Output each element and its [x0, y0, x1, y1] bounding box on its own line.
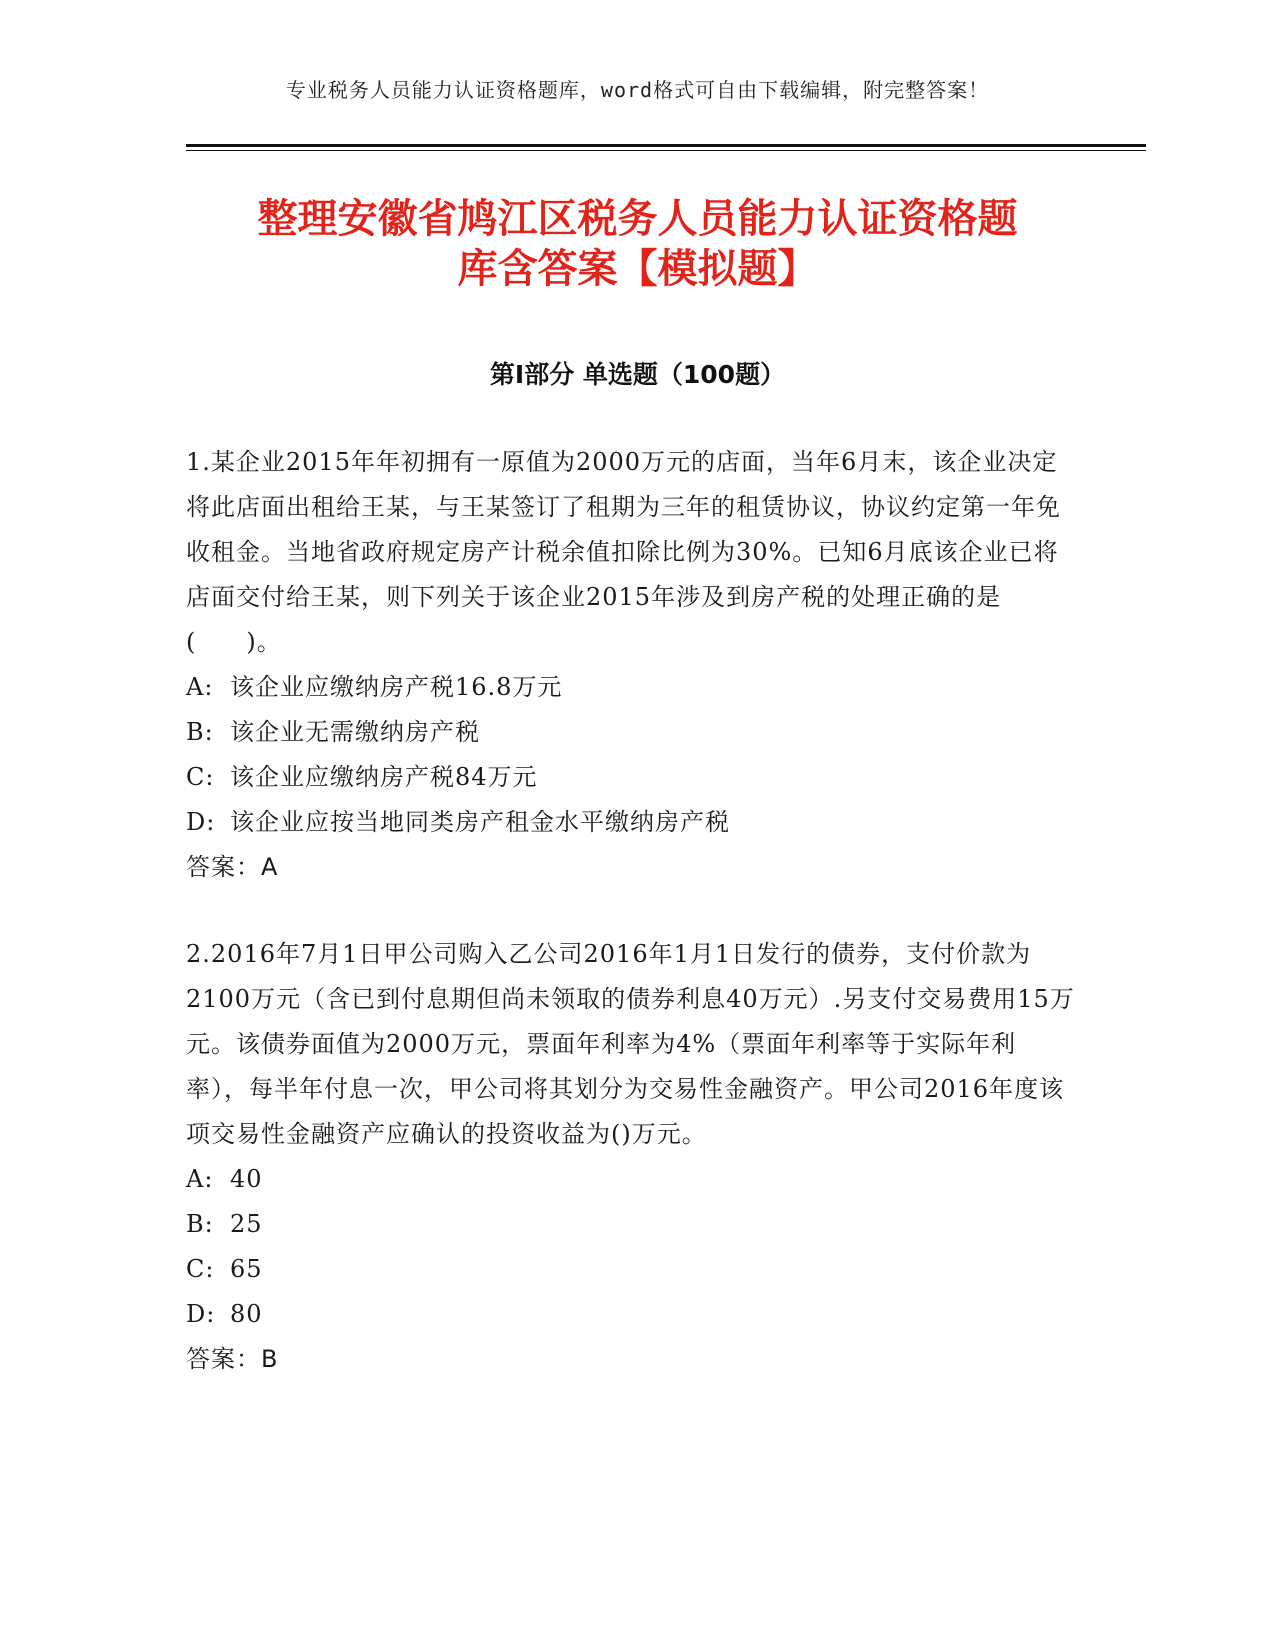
option-b: [186, 710, 1076, 755]
option-list: [186, 665, 1076, 845]
option-d: [186, 1292, 1076, 1337]
option-text: 该企业应按当地同类房产租金水平缴纳房产税: [230, 808, 730, 836]
option-a: [186, 1157, 1076, 1202]
header-note: 专业税务人员能力认证资格题库，word格式可自由下载编辑，附完整答案！: [285, 78, 990, 102]
option-text: 65: [230, 1255, 263, 1283]
option-letter: A:: [186, 673, 214, 701]
option-d: [186, 800, 1076, 845]
question-stem: 1.某企业2015年年初拥有一原值为2000万元的店面，当年6月末，该企业决定将此店面出租给王某，与王某签订了租期为三年的租赁协议，协议约定第一年免收租金。当地省政府规定房产计税余值扣除比例为30%。已知6月底该企业已将店面交付给王某，则下列关于该企业2015年涉及到房产税的处理正确的是( )。: [186, 448, 1061, 656]
option-letter: B:: [186, 718, 214, 746]
option-text: 80: [230, 1300, 263, 1328]
document-title-line1: 整理安徽省鸠江区税务人员能力认证资格题: [257, 196, 1018, 242]
option-letter: D:: [186, 808, 216, 836]
header-rule-thin: [186, 150, 1146, 151]
question-1: [186, 440, 1076, 890]
question-2: [186, 932, 1076, 1382]
document-title-line2: 库含答案【模拟题】: [457, 246, 818, 292]
option-letter: C:: [186, 1255, 215, 1283]
section-heading: 第Ⅰ部分 单选题（100题）: [489, 360, 786, 389]
option-text: 该企业应缴纳房产税16.8万元: [230, 673, 563, 701]
option-c: [186, 755, 1076, 800]
option-text: 40: [230, 1165, 263, 1193]
option-b: [186, 1202, 1076, 1247]
question-stem: 2.2016年7月1日甲公司购入乙公司2016年1月1日发行的债券，支付价款为2100万元（含已到付息期但尚未领取的债券利息40万元）.另支付交易费用15万元。该债券面值为2000万元，票面年利率为4%（票面年利率等于实际年利率），每半年付息一次，甲公司将其划分为交易性金融资产。甲公司2016年度该项交易性金融资产应确认的投资收益为()万元。: [186, 940, 1075, 1148]
document-title: [150, 194, 1125, 294]
option-letter: D:: [186, 1300, 216, 1328]
option-text: 25: [230, 1210, 263, 1238]
option-a: [186, 665, 1076, 710]
option-letter: B:: [186, 1210, 214, 1238]
option-text: 该企业无需缴纳房产税: [230, 718, 480, 746]
option-letter: C:: [186, 763, 215, 791]
option-letter: A:: [186, 1165, 214, 1193]
header-rule-thick: [186, 144, 1146, 147]
answer: 答案：A: [186, 853, 279, 881]
option-text: 该企业应缴纳房产税84万元: [230, 763, 538, 791]
answer: 答案：B: [186, 1345, 279, 1373]
option-c: [186, 1247, 1076, 1292]
option-list: [186, 1157, 1076, 1337]
